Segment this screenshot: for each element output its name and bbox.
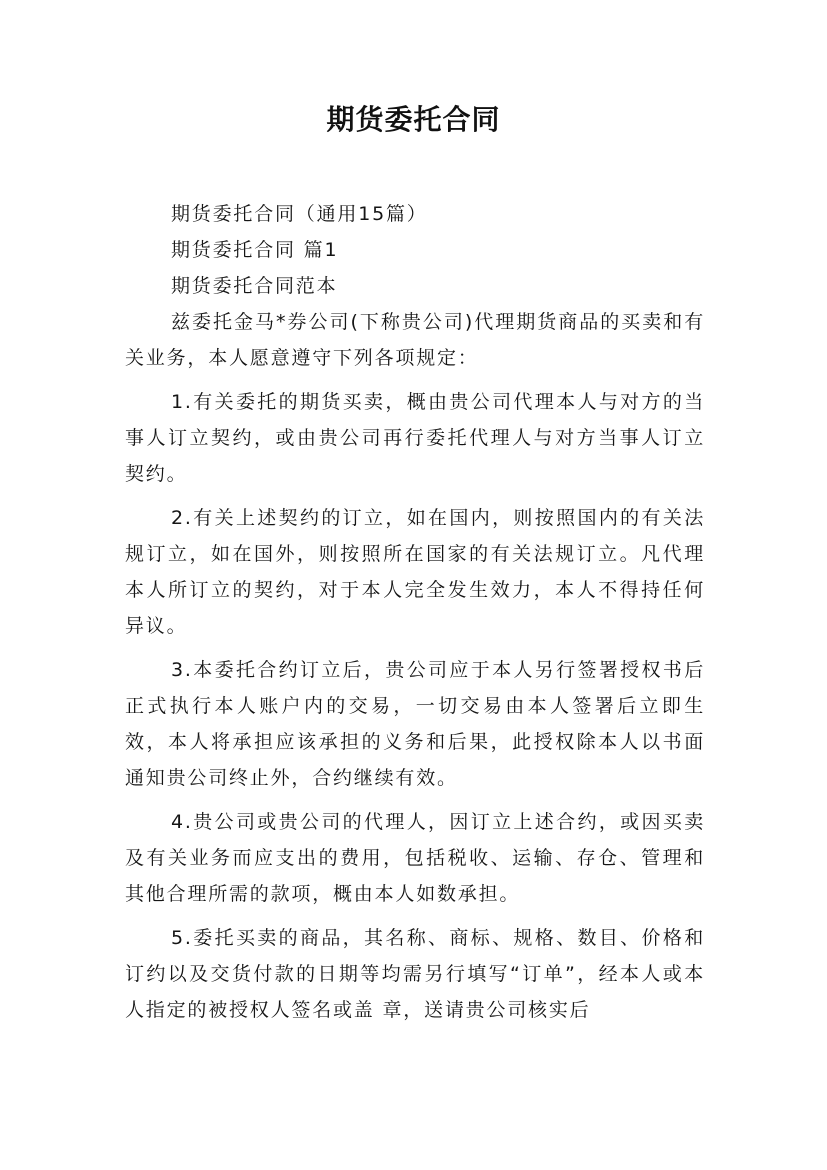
document-body [125,196,705,1028]
intro-paragraph: 兹委托金马*券公司(下称贵公司)代理期货商品的买卖和有关业务，本人愿意遵守下列各项规定： [125,311,705,369]
clause-3-paragraph: 3.本委托合约订立后，贵公司应于本人另行签署授权书后正式执行本人账户内的交易，一切交易由本人签署后立即生效，本人将承担应该承担的义务和后果，此授权除本人以书面通知贵公司终止外，合约继续有效。 [125,659,705,789]
clause-5-paragraph: 5.委托买卖的商品，其名称、商标、规格、数目、价格和订约以及交货付款的日期等均需另行填写“订单”，经本人或本人指定的被授权人签名或盖 章，送请贵公司核实后 [125,927,705,1021]
clause-2-paragraph: 2.有关上述契约的订立，如在国内，则按照国内的有关法规订立，如在国外，则按照所在国家的有关法规订立。凡代理本人所订立的契约，对于本人完全发生效力，本人不得持任何异议。 [125,507,705,637]
document-title: 期货委托合同 [326,103,501,136]
template-heading: 期货委托合同范本 [171,275,338,297]
section-heading: 期货委托合同 篇1 [171,239,339,261]
clause-1-paragraph: 1.有关委托的期货买卖，概由贵公司代理本人与对方的当事人订立契约，或由贵公司再行委托代理人与对方当事人订立契约。 [125,391,705,485]
subtitle-paragraph: 期货委托合同（通用15篇） [171,203,428,225]
clause-4-paragraph: 4.贵公司或贵公司的代理人，因订立上述合约，或因买卖及有关业务而应支出的费用，包括税收、运输、存仓、管理和其他合理所需的款项，概由本人如数承担。 [125,811,705,905]
